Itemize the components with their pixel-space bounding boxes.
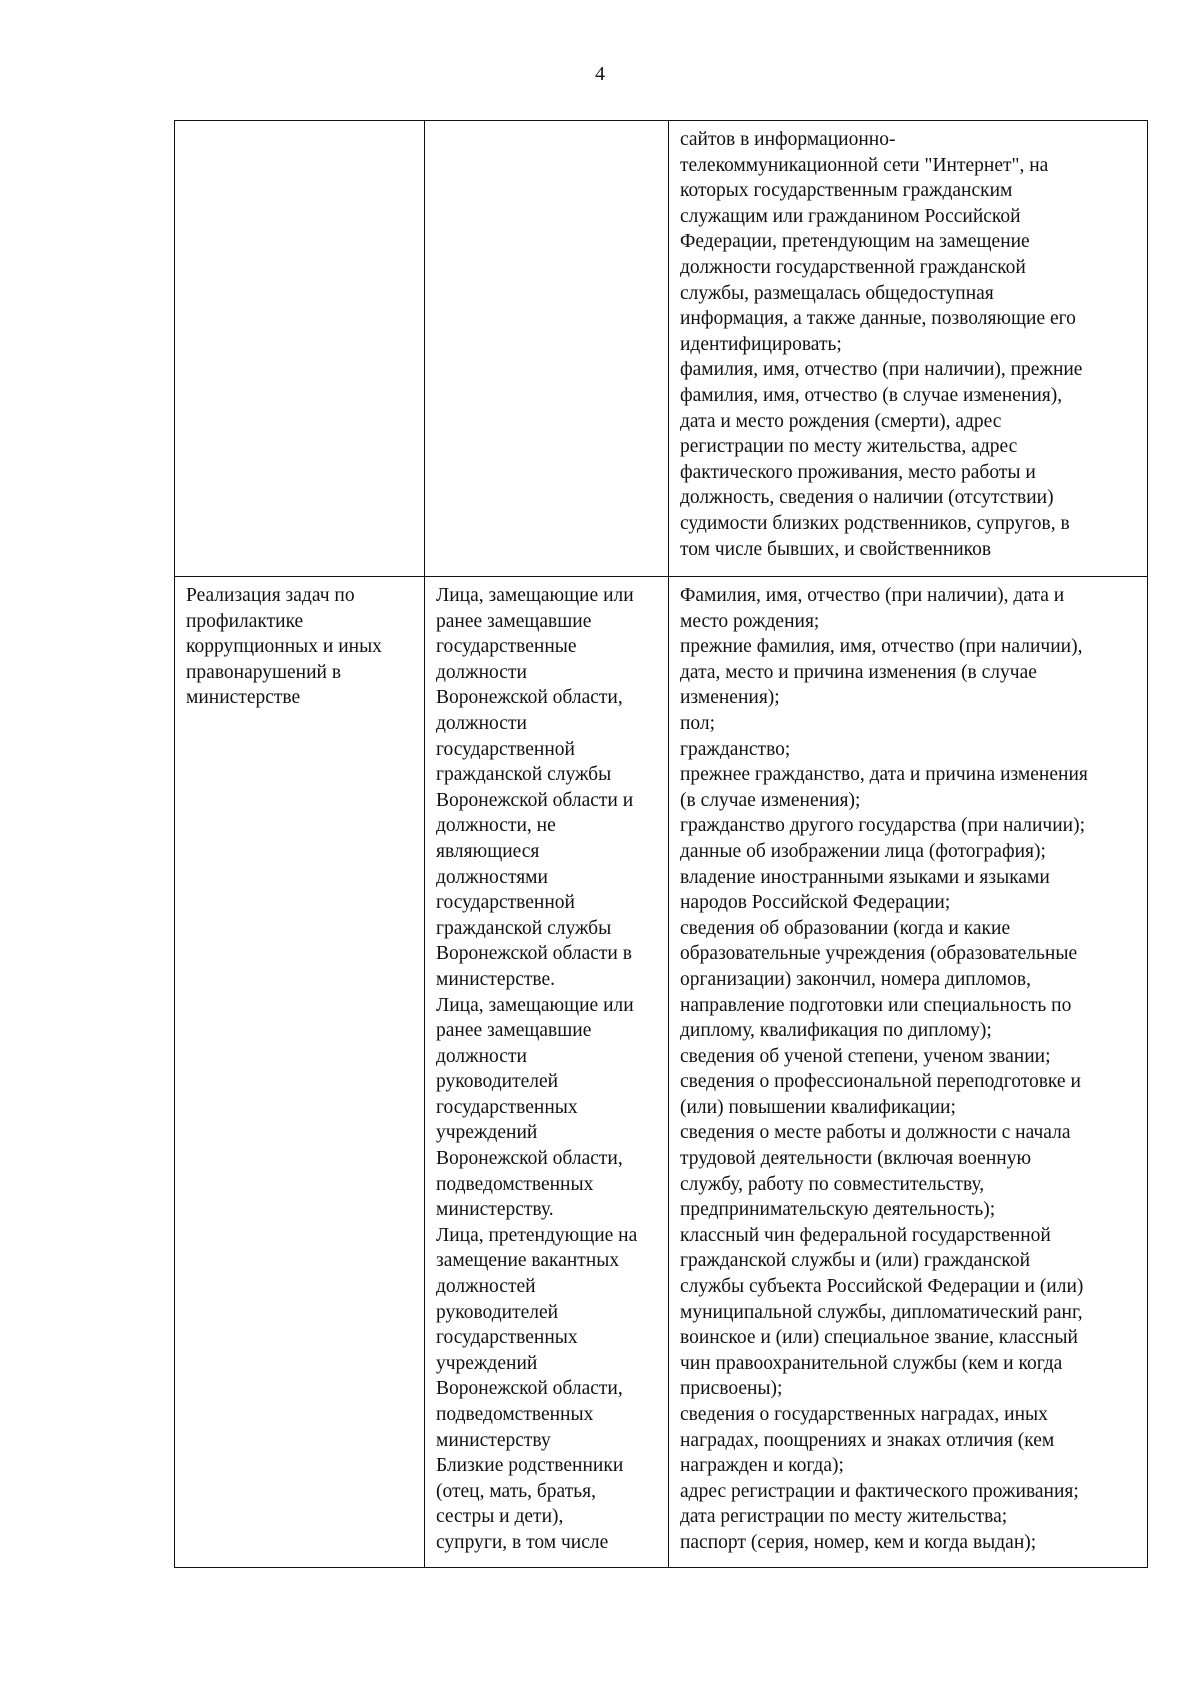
cell-line: министерству. [436, 1199, 554, 1221]
cell-line: супруги, в том числе [436, 1531, 609, 1553]
cell-line: направление подготовки или специальность по [680, 994, 1072, 1016]
cell-line: учреждений [436, 1352, 538, 1374]
cell-line: должности [436, 712, 527, 734]
cell-line: дата регистрации по месту жительства; [680, 1506, 1008, 1528]
cell-line: являющиеся [436, 840, 540, 862]
cell-line: министерстве. [436, 968, 556, 990]
cell-line: предпринимательскую деятельность); [680, 1199, 996, 1221]
cell-line: правонарушений в [186, 661, 342, 683]
cell-line: профилактике [186, 610, 304, 632]
cell-line: Воронежской области, [436, 687, 623, 709]
cell-line: служащим или гражданином Российской [680, 205, 1021, 227]
data-categories-cell [669, 121, 1148, 577]
cell-line: Воронежской области в [436, 943, 632, 965]
cell-line: сведения о месте работы и должности с начала [680, 1122, 1071, 1144]
cell-line: гражданской службы [436, 764, 612, 786]
cell-line: телекоммуникационной сети "Интернет", на [680, 154, 1049, 176]
cell-line: должности [436, 1045, 527, 1067]
cell-line: Воронежской области, [436, 1148, 623, 1170]
cell-line: владение иностранными языками и языками [680, 866, 1050, 888]
cell-line: Близкие родственники [436, 1455, 624, 1477]
cell-line: должность, сведения о наличии (отсутствии) [680, 487, 1054, 509]
cell-line: коррупционных и иных [186, 636, 382, 658]
cell-line: диплому, квалификация по диплому); [680, 1020, 992, 1042]
cell-line: прежние фамилия, имя, отчество (при наличии), [680, 636, 1083, 658]
cell-line: государственной [436, 738, 575, 760]
purpose-cell [175, 121, 425, 577]
cell-line: дата, место и причина изменения (в случае [680, 661, 1037, 683]
cell-line: том числе бывших, и свойственников [680, 538, 992, 560]
purpose-cell [175, 577, 425, 1568]
cell-line: государственных [436, 1096, 578, 1118]
cell-line: фамилия, имя, отчество (в случае изменения), [680, 384, 1063, 406]
cell-line: государственных [436, 1327, 578, 1349]
cell-line: гражданство другого государства (при наличии); [680, 815, 1085, 837]
cell-line: государственной [436, 892, 575, 914]
cell-line: службы субъекта Российской Федерации и (или) [680, 1276, 1084, 1298]
page-number: 4 [595, 63, 605, 85]
subjects-cell [425, 121, 669, 577]
cell-line: подведомственных [436, 1173, 594, 1195]
cell-line: руководителей [436, 1301, 559, 1323]
cell-line: (или) повышении квалификации; [680, 1096, 956, 1118]
cell-line: (в случае изменения); [680, 789, 861, 811]
subjects-cell [425, 577, 669, 1568]
cell-line: воинское и (или) специальное звание, классный [680, 1327, 1078, 1349]
cell-line: гражданство; [680, 738, 791, 760]
cell-line: наградах, поощрениях и знаках отличия (кем [680, 1429, 1055, 1451]
cell-line: Реализация задач по [186, 585, 355, 606]
cell-line: службы, размещалась общедоступная [680, 282, 994, 304]
cell-line: замещение вакантных [436, 1250, 620, 1272]
table-row [175, 577, 1148, 1568]
cell-line: гражданской службы [436, 917, 612, 939]
cell-line: народов Российской Федерации; [680, 892, 951, 914]
cell-line: Федерации, претендующим на замещение [680, 231, 1030, 253]
cell-line: руководителей [436, 1071, 559, 1093]
cell-line: должности, не [436, 815, 556, 837]
table-row [175, 121, 1148, 577]
cell-line: фамилия, имя, отчество (при наличии), прежние [680, 359, 1083, 381]
cell-line: учреждений [436, 1122, 538, 1144]
cell-line: паспорт (серия, номер, кем и когда выдан); [680, 1531, 1037, 1553]
cell-line: Лица, замещающие или [436, 585, 634, 606]
cell-line: сведения о профессиональной переподготовке и [680, 1071, 1081, 1093]
cell-line: трудовой деятельности (включая военную [680, 1148, 1032, 1170]
cell-line: образовательные учреждения (образовательные [680, 943, 1078, 965]
cell-line: Лица, замещающие или [436, 994, 634, 1016]
cell-line: дата и место рождения (смерти), адрес [680, 410, 1002, 432]
personal-data-table [174, 120, 1148, 1568]
cell-line: должностями [436, 866, 548, 888]
cell-line: службу, работу по совместительству, [680, 1173, 985, 1195]
data-categories-cell [669, 577, 1148, 1568]
cell-line: классный чин федеральной государственной [680, 1224, 1051, 1246]
cell-line: подведомственных [436, 1404, 594, 1425]
cell-line: присвоены); [680, 1378, 783, 1400]
cell-line: сведения об образовании (когда и какие [680, 917, 1011, 939]
cell-line: муниципальной службы, дипломатический ранг, [680, 1301, 1083, 1323]
cell-line: ранее замещавшие [436, 610, 592, 632]
cell-line: Воронежской области и [436, 789, 634, 811]
cell-line: Фамилия, имя, отчество (при наличии), дата и [680, 585, 1065, 606]
cell-line: идентифицировать; [680, 333, 842, 355]
cell-line: информация, а также данные, позволяющие его [680, 308, 1076, 330]
cell-line: пол; [680, 712, 716, 734]
cell-line: должности государственной гражданской [680, 256, 1026, 278]
cell-line: прежнее гражданство, дата и причина изменения [680, 764, 1088, 786]
cell-line: государственные [436, 636, 577, 658]
cell-line: судимости близких родственников, супругов, в [680, 512, 1070, 534]
cell-line: сайтов в информационно- [680, 129, 896, 150]
cell-line: организации) закончил, номера дипломов, [680, 968, 1031, 990]
cell-line: гражданской службы и (или) гражданской [680, 1250, 1031, 1272]
cell-line: сестры и дети), [436, 1506, 564, 1528]
cell-line: изменения); [680, 687, 780, 709]
cell-line: ранее замещавшие [436, 1020, 592, 1042]
cell-line: (отец, мать, братья, [436, 1480, 596, 1502]
cell-line: данные об изображении лица (фотография); [680, 840, 1046, 862]
cell-line: министерству [436, 1429, 551, 1451]
cell-line: сведения об ученой степени, ученом звании; [680, 1045, 1051, 1067]
cell-line: министерстве [186, 687, 301, 709]
cell-line: место рождения; [680, 610, 820, 632]
cell-line: должностей [436, 1276, 536, 1298]
cell-line: чин правоохранительной службы (кем и когда [680, 1352, 1063, 1374]
cell-line: фактического проживания, место работы и [680, 461, 1036, 483]
cell-line: которых государственным гражданским [680, 180, 1013, 202]
cell-line: Воронежской области, [436, 1378, 623, 1400]
cell-line: Лица, претендующие на [436, 1224, 638, 1246]
cell-line: регистрации по месту жительства, адрес [680, 436, 1018, 458]
cell-line: сведения о государственных наградах, иных [680, 1404, 1048, 1425]
cell-line: должности [436, 661, 527, 683]
cell-line: награжден и когда); [680, 1455, 844, 1477]
cell-line: адрес регистрации и фактического проживания; [680, 1480, 1079, 1502]
